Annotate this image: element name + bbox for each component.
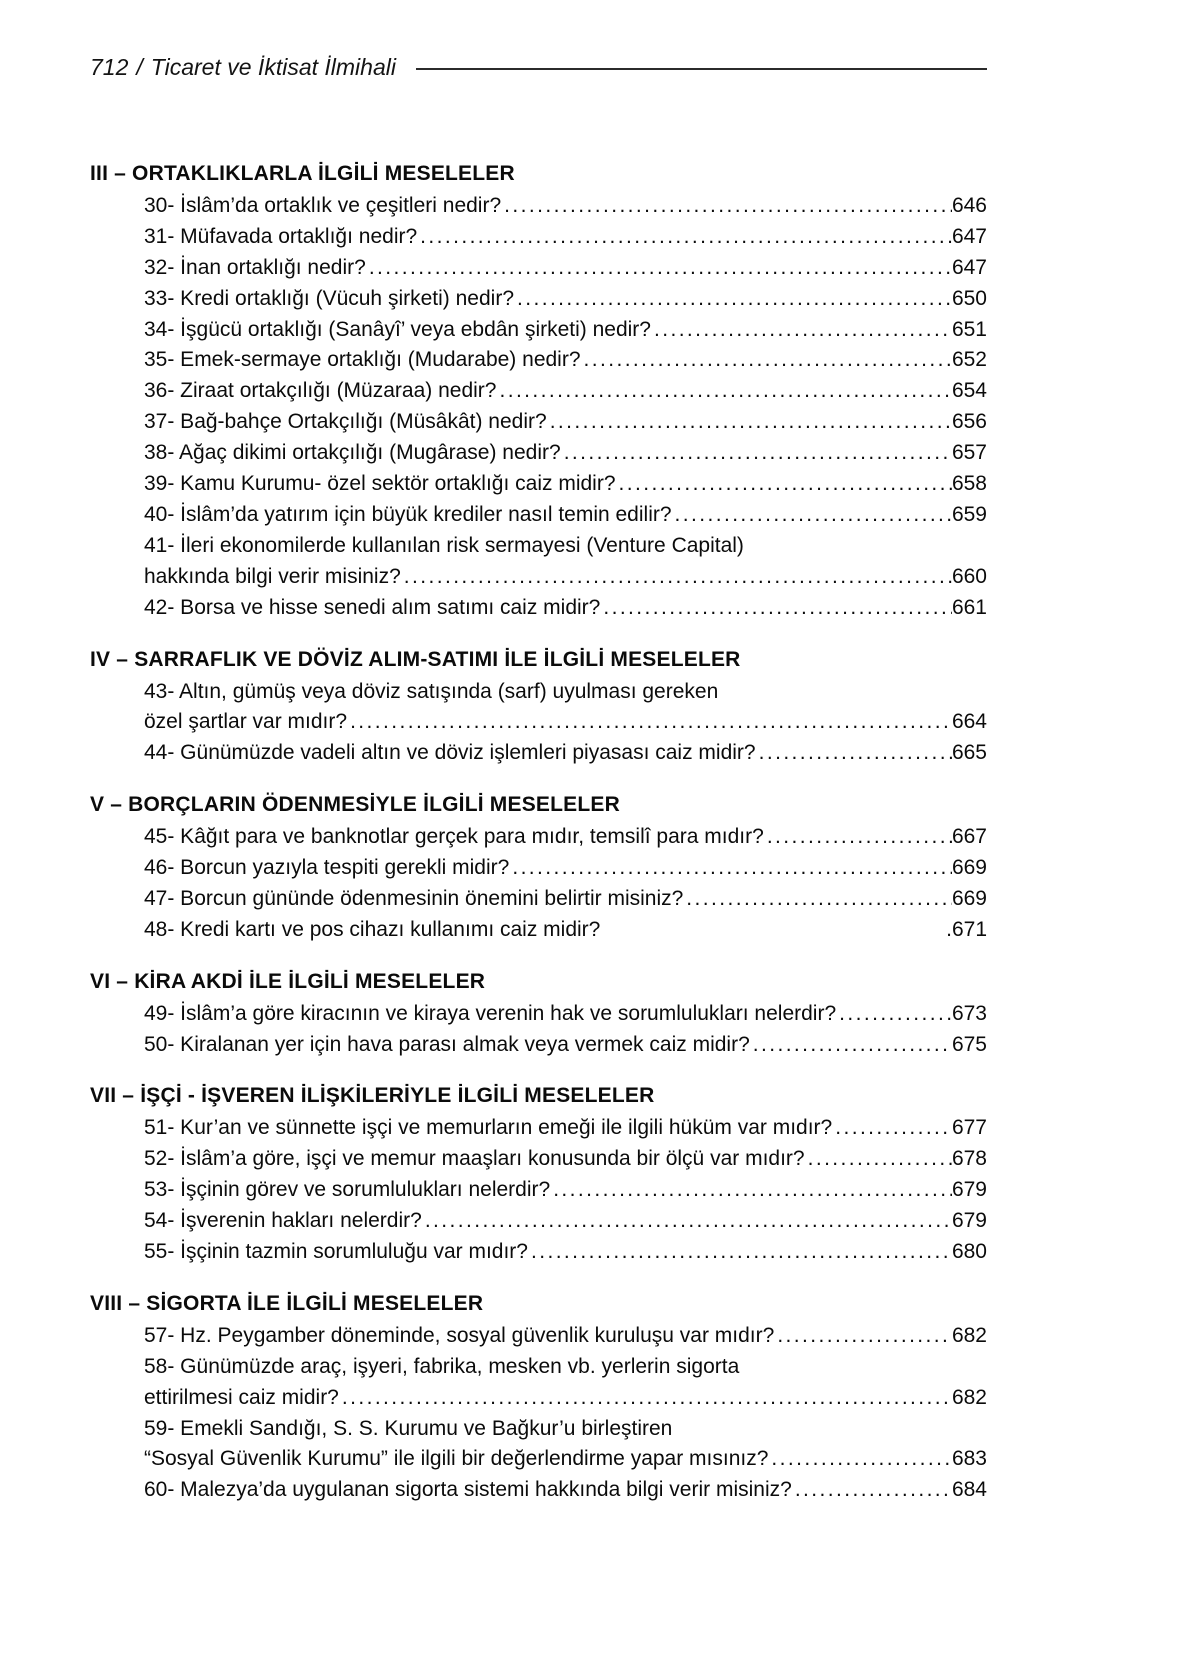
toc-section <box>90 1081 987 1267</box>
entry-page-number: 683 <box>951 1447 987 1471</box>
entry-page-number: 664 <box>951 710 987 734</box>
dot-leader <box>581 345 952 376</box>
toc-line <box>144 1383 987 1414</box>
toc-section <box>90 159 987 624</box>
toc-entry <box>144 853 987 884</box>
toc-entry <box>144 222 987 253</box>
entry-text: 49- İslâm’a göre kiracının ve kiraya verenin hak ve sorumlulukları nelerdir? <box>144 1001 837 1025</box>
dot-leader <box>339 1383 952 1414</box>
entry-text: 45- Kâğıt para ve banknotlar gerçek para mıdır, temsilî para mıdır? <box>144 825 764 849</box>
entry-page-number: 675 <box>951 1032 987 1056</box>
entry-page-number: 647 <box>951 224 987 248</box>
dot-leader <box>561 438 952 469</box>
toc-line <box>144 707 987 738</box>
entry-page-number: 678 <box>951 1147 987 1171</box>
entry-text: 60- Malezya’da uygulanan sigorta sistemi hakkında bilgi verir misiniz? <box>144 1478 792 1502</box>
dot-leader <box>756 738 952 769</box>
entry-text: 30- İslâm’da ortaklık ve çeşitleri nedir? <box>144 193 502 217</box>
entry-page-number: 650 <box>951 286 987 310</box>
entry-text: 53- İşçinin görev ve sorumlulukları nelerdir? <box>144 1178 551 1202</box>
dot-leader <box>750 1030 952 1061</box>
toc-entry <box>144 1113 987 1144</box>
entry-text: 51- Kur’an ve sünnette işçi ve memurların emeği ile ilgili hüküm var mıdır? <box>144 1116 833 1140</box>
dot-leader <box>651 315 952 346</box>
entry-page-number: 673 <box>951 1001 987 1025</box>
dot-leader <box>509 853 952 884</box>
toc-entry <box>144 1175 987 1206</box>
toc-line <box>144 1144 987 1175</box>
entry-text: ettirilmesi caiz midir? <box>144 1385 339 1409</box>
entry-text: 46- Borcun yazıyla tespiti gerekli midir? <box>144 856 510 880</box>
section-entries <box>90 677 987 770</box>
toc-line <box>144 1237 987 1268</box>
entry-page-number: 667 <box>951 825 987 849</box>
entry-text: 31- Müfavada ortaklığı nedir? <box>144 224 418 248</box>
dot-leader <box>496 376 951 407</box>
toc-entry <box>144 315 987 346</box>
toc-line <box>144 853 987 884</box>
entry-text: 37- Bağ-bahçe Ortakçılığı (Müsâkât) nedir? <box>144 410 547 434</box>
dot-leader <box>600 593 952 624</box>
toc-entry <box>144 1475 987 1506</box>
entry-text: 36- Ziraat ortakçılığı (Müzaraa) nedir? <box>144 379 497 403</box>
entry-page-number: 646 <box>951 193 987 217</box>
section-entries <box>90 191 987 624</box>
entry-page-number: 684 <box>951 1478 987 1502</box>
toc-line <box>144 1444 987 1475</box>
entry-text: 50- Kiralanan yer için hava parası almak veya vermek caiz midir? <box>144 1032 750 1056</box>
entry-text: 44- Günümüzde vadeli altın ve döviz işlemleri piyasası caiz midir? <box>144 741 756 765</box>
toc-line <box>144 738 987 769</box>
toc-line <box>144 469 987 500</box>
entry-text: 34- İşgücü ortaklığı (Sanâyî’ veya ebdân şirketi) nedir? <box>144 317 651 341</box>
page-number: 712 <box>90 54 129 80</box>
toc-line <box>144 1175 987 1206</box>
toc-entry <box>144 822 987 853</box>
toc-line <box>144 999 987 1030</box>
dot-leader <box>366 253 952 284</box>
toc-entry <box>144 376 987 407</box>
toc-line <box>144 915 987 946</box>
entry-text: 39- Kamu Kurumu- özel sektör ortaklığı caiz midir? <box>144 472 616 496</box>
entry-text: 33- Kredi ortaklığı (Vücuh şirketi) nedir? <box>144 286 514 310</box>
dot-leader <box>832 1113 952 1144</box>
entry-page-number: 669 <box>951 856 987 880</box>
section-heading: IV – SARRAFLIK VE DÖVİZ ALIM-SATIMI İLE İLGİLİ MESELELER <box>90 647 741 671</box>
entry-text: 59- Emekli Sandığı, S. S. Kurumu ve Bağkur’u birleştiren <box>144 1416 673 1440</box>
section-heading: VI – KİRA AKDİ İLE İLGİLİ MESELELER <box>90 969 486 993</box>
entry-page-number: 682 <box>951 1323 987 1347</box>
toc-entry <box>144 593 987 624</box>
toc-line <box>144 593 987 624</box>
toc-line <box>144 884 987 915</box>
toc-line <box>144 500 987 531</box>
toc-list <box>90 159 987 1506</box>
dot-leader <box>422 1206 952 1237</box>
entry-page-number: 677 <box>951 1116 987 1140</box>
toc-entry <box>144 1144 987 1175</box>
entry-text: 47- Borcun gününde ödenmesinin önemini belirtir misiniz? <box>144 886 684 910</box>
toc-line <box>144 1352 987 1383</box>
toc-entry <box>144 1414 987 1476</box>
entry-page-number: 669 <box>951 886 987 910</box>
entry-text: “Sosyal Güvenlik Kurumu” ile ilgili bir değerlendirme yapar mısınız? <box>144 1447 769 1471</box>
book-title: Ticaret ve İktisat İlmihali <box>150 54 396 80</box>
toc-entry <box>144 438 987 469</box>
section-entries <box>90 1113 987 1268</box>
entry-text: özel şartlar var mıdır? <box>144 710 348 734</box>
entry-text: 42- Borsa ve hisse senedi alım satımı caiz midir? <box>144 595 601 619</box>
dot-leader <box>768 1444 952 1475</box>
entry-page-number: 651 <box>951 317 987 341</box>
dot-leader <box>347 707 952 738</box>
entry-page-number: 654 <box>951 379 987 403</box>
toc-entry <box>144 738 987 769</box>
entry-text: 43- Altın, gümüş veya döviz satışında (sarf) uyulması gereken <box>144 679 719 703</box>
entry-page-number: 680 <box>951 1240 987 1263</box>
toc-entry <box>144 915 987 946</box>
toc-line <box>144 191 987 222</box>
toc-entry <box>144 500 987 531</box>
section-heading: III – ORTAKLIKLARLA İLGİLİ MESELELER <box>90 162 515 185</box>
dot-leader <box>550 1175 952 1206</box>
dot-leader <box>528 1237 952 1268</box>
dot-leader <box>683 884 952 915</box>
toc-line <box>144 407 987 438</box>
dot-leader <box>836 999 952 1030</box>
toc-entry <box>144 884 987 915</box>
entry-text: 52- İslâm’a göre, işçi ve memur maaşları konusunda bir ölçü var mıdır? <box>144 1147 805 1171</box>
entry-page-number: 659 <box>951 502 987 526</box>
entry-page-number: 647 <box>951 255 987 279</box>
toc-line <box>144 1206 987 1237</box>
toc-line <box>144 376 987 407</box>
entry-text: 57- Hz. Peygamber döneminde, sosyal güvenlik kuruluşu var mıdır? <box>144 1323 775 1347</box>
toc-line <box>144 1414 987 1445</box>
entry-page-number: 658 <box>951 472 987 496</box>
entry-page-number: 652 <box>951 348 987 372</box>
dot-leader <box>805 1144 952 1175</box>
dot-leader <box>417 222 952 253</box>
toc-line <box>144 677 987 708</box>
entry-page-number: 657 <box>951 441 987 465</box>
entry-text: 41- İleri ekonomilerde kullanılan risk sermayesi (Venture Capital) <box>144 533 744 557</box>
toc-line <box>144 253 987 284</box>
toc-section <box>90 967 987 1061</box>
entry-text: 54- İşverenin hakları nelerdir? <box>144 1209 422 1233</box>
toc-entry <box>144 677 987 739</box>
section-heading: VII – İŞÇİ - İŞVEREN İLİŞKİLERİYLE İLGİLİ MESELELER <box>90 1084 655 1108</box>
entry-text: 35- Emek-sermaye ortaklığı (Mudarabe) nedir? <box>144 348 581 372</box>
toc-section <box>90 790 987 946</box>
section-heading: VIII – SİGORTA İLE İLGİLİ MESELELER <box>90 1291 484 1315</box>
toc-line <box>144 1475 987 1506</box>
toc-line <box>144 222 987 253</box>
toc-line <box>144 284 987 315</box>
toc-entry <box>144 191 987 222</box>
toc-entry <box>144 1206 987 1237</box>
toc-entry <box>144 284 987 315</box>
toc-line <box>144 1113 987 1144</box>
toc-line <box>144 822 987 853</box>
entry-page-number: 665 <box>951 741 987 765</box>
entry-page-number: 656 <box>951 410 987 434</box>
toc-entry <box>144 1237 987 1268</box>
dot-leader <box>792 1475 952 1506</box>
toc-line <box>144 438 987 469</box>
toc-entry <box>144 1321 987 1352</box>
toc-entry <box>144 1352 987 1414</box>
dot-leader <box>764 822 952 853</box>
section-entries <box>90 999 987 1061</box>
dot-leader <box>514 284 952 315</box>
entry-page-number: 679 <box>951 1209 987 1233</box>
dot-leader <box>401 562 952 593</box>
toc-line <box>144 315 987 346</box>
toc-entry <box>144 253 987 284</box>
entry-text: 58- Günümüzde araç, işyeri, fabrika, mesken vb. yerlerin sigorta <box>144 1354 740 1378</box>
dot-leader <box>616 469 952 500</box>
entry-page-number: .671 <box>946 917 987 941</box>
entry-text: 48- Kredi kartı ve pos cihazı kullanımı caiz midir? <box>144 917 601 941</box>
dot-leader <box>547 407 952 438</box>
toc-line <box>144 531 987 562</box>
toc-line <box>144 562 987 593</box>
toc-section <box>90 645 987 770</box>
entry-text: 55- İşçinin tazmin sorumluluğu var mıdır? <box>144 1240 528 1263</box>
toc-line <box>144 1030 987 1061</box>
toc-entry <box>144 345 987 376</box>
entry-page-number: 661 <box>951 595 987 619</box>
toc-entry <box>144 531 987 593</box>
entry-page-number: 660 <box>951 564 987 588</box>
toc-section <box>90 1289 987 1506</box>
toc-line <box>144 345 987 376</box>
entry-text: 38- Ağaç dikimi ortakçılığı (Mugârase) nedir? <box>144 441 561 465</box>
header-rule <box>416 68 987 70</box>
toc-line <box>144 1321 987 1352</box>
entry-page-number: 679 <box>951 1178 987 1202</box>
entry-text: 32- İnan ortaklığı nedir? <box>144 255 366 279</box>
section-entries <box>90 822 987 946</box>
page-header <box>90 54 987 81</box>
dot-leader <box>600 915 946 946</box>
dot-leader <box>774 1321 952 1352</box>
toc-entry <box>144 469 987 500</box>
header-separator: / <box>136 54 143 80</box>
entry-page-number: 682 <box>951 1385 987 1409</box>
dot-leader <box>501 191 952 222</box>
dot-leader <box>672 500 952 531</box>
section-heading: V – BORÇLARIN ÖDENMESİYLE İLGİLİ MESELELER <box>90 793 620 817</box>
toc-entry <box>144 407 987 438</box>
toc-entry <box>144 999 987 1030</box>
toc-entry <box>144 1030 987 1061</box>
entry-text: hakkında bilgi verir misiniz? <box>144 564 401 588</box>
section-entries <box>90 1321 987 1506</box>
entry-text: 40- İslâm’da yatırım için büyük krediler nasıl temin edilir? <box>144 502 672 526</box>
